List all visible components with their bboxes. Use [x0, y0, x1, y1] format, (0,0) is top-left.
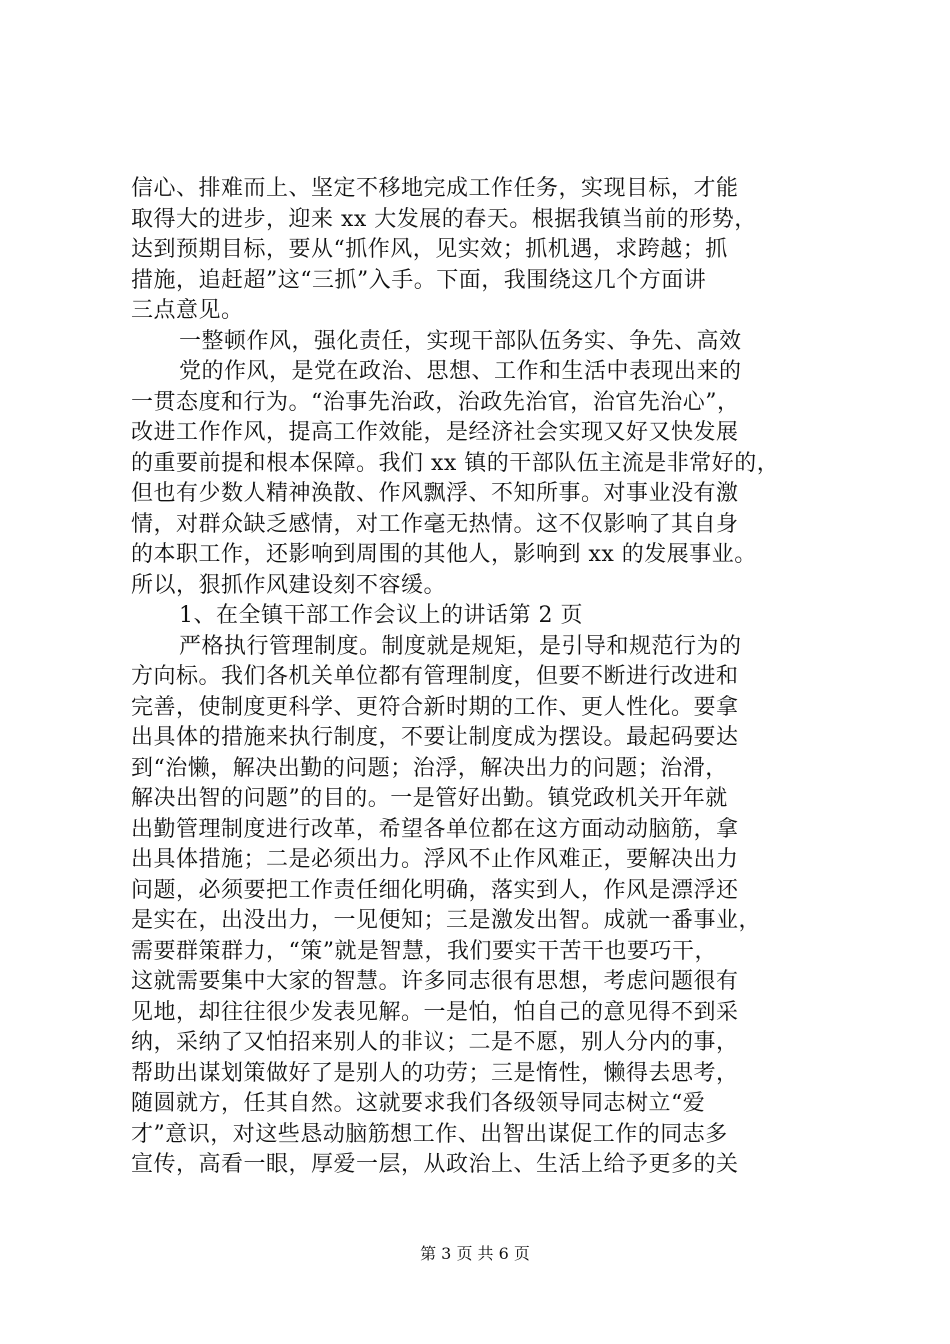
text-line: 的重要前提和根本保障。我们 xx 镇的干部队伍主流是非常好的， — [131, 450, 780, 476]
text-line: 的本职工作，还影响到周围的其他人，影响到 xx 的发展事业。 — [131, 542, 757, 567]
text-line: 宣传，高看一眼，厚爱一层，从政治上、生活上给予更多的关 — [131, 1152, 739, 1177]
text-line: 出具体的措施来执行制度，不要让制度成为摆设。最起码要达 — [131, 725, 739, 750]
text-line: 随圆就方，任其自然。这就要求我们各级领导同志树立“爱 — [131, 1091, 706, 1116]
text-line: 一整顿作风，强化责任，实现干部队伍务实、争先、高效 — [179, 328, 742, 354]
text-line: 出具体措施；二是必须出力。浮风不止作风难正，要解决出力 — [131, 847, 739, 872]
text-line: 但也有少数人精神涣散、作风飘浮、不知所事。对事业没有激 — [131, 481, 739, 506]
text-line: 取得大的进步，迎来 xx 大发展的春天。根据我镇当前的形势， — [131, 206, 757, 232]
text-line: 到“治懒，解决出勤的问题；治浮，解决出力的问题；治滑， — [131, 755, 728, 781]
text-line: 三点意见。 — [131, 298, 244, 323]
text-line: 1、在全镇干部工作会议上的讲话第 2 页 — [179, 603, 583, 628]
text-line: 出勤管理制度进行改革，希望各单位都在这方面动动脑筋，拿 — [131, 816, 739, 842]
text-line: 纳，采纳了又怕招来别人的非议；二是不愿，别人分内的事， — [131, 1030, 739, 1055]
text-line: 问题，必须要把工作责任细化明确，落实到人，作风是漂浮还 — [131, 877, 739, 903]
text-line: 一贯态度和行为。“治事先治政，治政先治官，治官先治心”， — [131, 389, 740, 415]
text-line: 达到预期目标，要从“抓作风，见实效；抓机遇，求跨越；抓 — [131, 237, 728, 262]
text-line: 严格执行管理制度。制度就是规矩，是引导和规范行为的 — [179, 633, 742, 659]
text-line: 信心、排难而上、坚定不移地完成工作任务，实现目标，才能 — [131, 176, 739, 201]
text-line: 见地，却往往很少发表见解。一是怕，怕自己的意见得不到采 — [131, 999, 739, 1025]
text-line: 改进工作作风，提高工作效能，是经济社会实现又好又快发展 — [131, 420, 739, 445]
document-body — [131, 174, 831, 1181]
text-line: 方向标。我们各机关单位都有管理制度，但要不断进行改进和 — [131, 664, 739, 689]
text-line: 这就需要集中大家的智慧。许多同志很有思想，考虑问题很有 — [131, 969, 739, 994]
text-line: 需要群策群力，“策”就是智慧，我们要实干苦干也要巧干， — [131, 938, 717, 964]
text-line: 情，对群众缺乏感情，对工作毫无热情。这不仅影响了其自身 — [131, 511, 739, 537]
text-line: 才”意识，对这些恳动脑筋想工作、出智出谋促工作的同志多 — [131, 1121, 728, 1147]
text-line: 完善，使制度更科学、更符合新时期的工作、更人性化。要拿 — [131, 694, 739, 720]
text-line: 措施，追赶超”这“三抓”入手。下面，我围绕这几个方面讲 — [131, 267, 707, 293]
text-line: 解决出智的问题”的目的。一是管好出勤。镇党政机关开年就 — [131, 786, 728, 811]
text-line: 是实在，出没出力，一见便知；三是激发出智。成就一番事业， — [131, 908, 762, 933]
text-line: 所以，狠抓作风建设刻不容缓。 — [131, 572, 447, 598]
page-footer: 第 3 页 共 6 页 — [420, 1244, 530, 1263]
text-line: 帮助出谋划策做好了是别人的功劳；三是惰性，懒得去思考， — [131, 1060, 739, 1086]
text-line: 党的作风，是党在政治、思想、工作和生活中表现出来的 — [179, 359, 742, 384]
